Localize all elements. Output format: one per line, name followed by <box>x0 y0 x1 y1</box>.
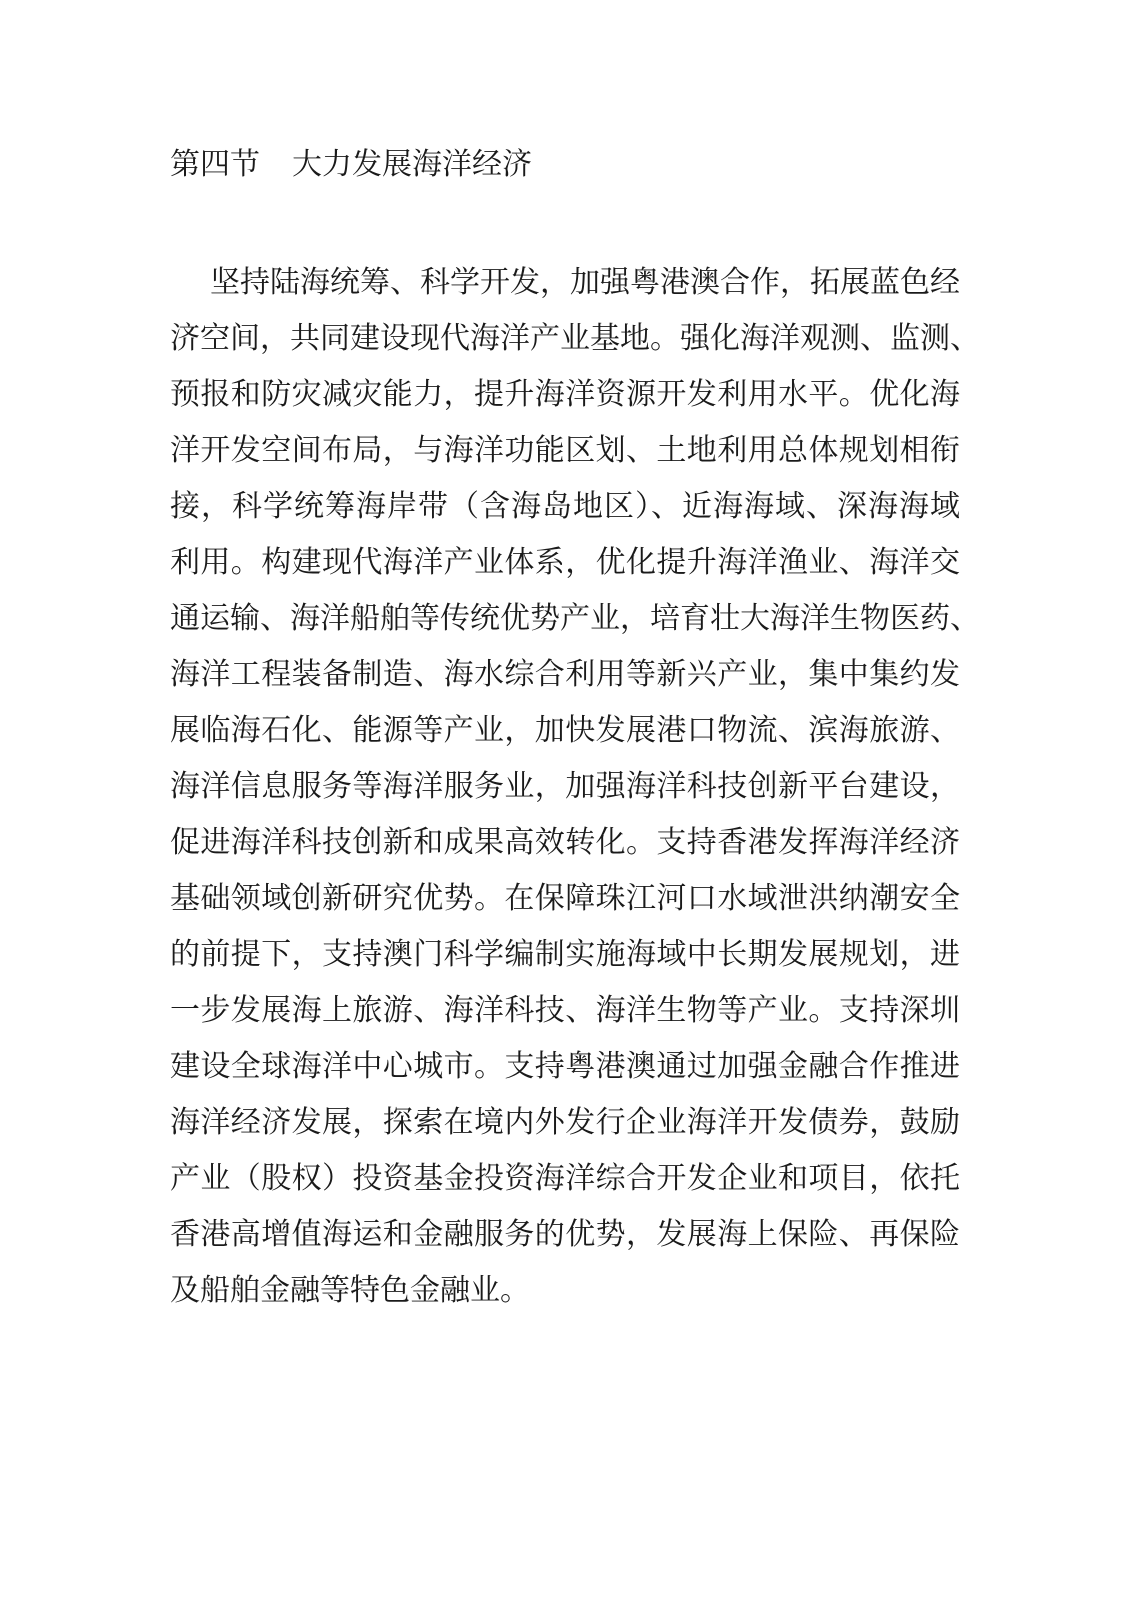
paragraph-line: 海洋工程装备制造、海水综合利用等新兴产业，集中集约发 <box>170 657 960 692</box>
section-title: 大力发展海洋经济 <box>292 147 532 182</box>
paragraph-line: 济空间，共同建设现代海洋产业基地。强化海洋观测、监测、 <box>170 321 980 356</box>
body-paragraph <box>170 255 980 1319</box>
paragraph-line: 展临海石化、能源等产业，加快发展港口物流、滨海旅游、 <box>170 713 960 748</box>
paragraph-line: 接，科学统筹海岸带（含海岛地区）、近海海域、深海海域 <box>170 489 960 524</box>
paragraph-line: 坚持陆海统筹、科学开发，加强粤港澳合作，拓展蓝色经 <box>210 265 960 300</box>
paragraph-line: 利用。构建现代海洋产业体系，优化提升海洋渔业、海洋交 <box>170 545 960 580</box>
paragraph-line: 一步发展海上旅游、海洋科技、海洋生物等产业。支持深圳 <box>170 993 960 1028</box>
paragraph-line: 产业（股权）投资基金投资海洋综合开发企业和项目，依托 <box>170 1161 960 1196</box>
section-heading <box>170 140 532 190</box>
paragraph-line: 洋开发空间布局，与海洋功能区划、土地利用总体规划相衔 <box>170 433 960 468</box>
paragraph-line: 促进海洋科技创新和成果高效转化。支持香港发挥海洋经济 <box>170 825 960 860</box>
paragraph-line: 建设全球海洋中心城市。支持粤港澳通过加强金融合作推进 <box>170 1049 960 1084</box>
paragraph-line: 基础领域创新研究优势。在保障珠江河口水域泄洪纳潮安全 <box>170 881 960 916</box>
paragraph-line: 预报和防灾减灾能力，提升海洋资源开发利用水平。优化海 <box>170 377 960 412</box>
section-number: 第四节 <box>170 147 260 182</box>
paragraph-line: 海洋信息服务等海洋服务业，加强海洋科技创新平台建设， <box>170 769 960 804</box>
paragraph-line: 通运输、海洋船舶等传统优势产业，培育壮大海洋生物医药、 <box>170 601 980 636</box>
paragraph-line: 海洋经济发展，探索在境内外发行企业海洋开发债券，鼓励 <box>170 1105 960 1140</box>
paragraph-line: 香港高增值海运和金融服务的优势，发展海上保险、再保险 <box>170 1217 960 1252</box>
paragraph-line: 及船舶金融等特色金融业。 <box>170 1273 530 1308</box>
paragraph-line: 的前提下，支持澳门科学编制实施海域中长期发展规划，进 <box>170 937 960 972</box>
